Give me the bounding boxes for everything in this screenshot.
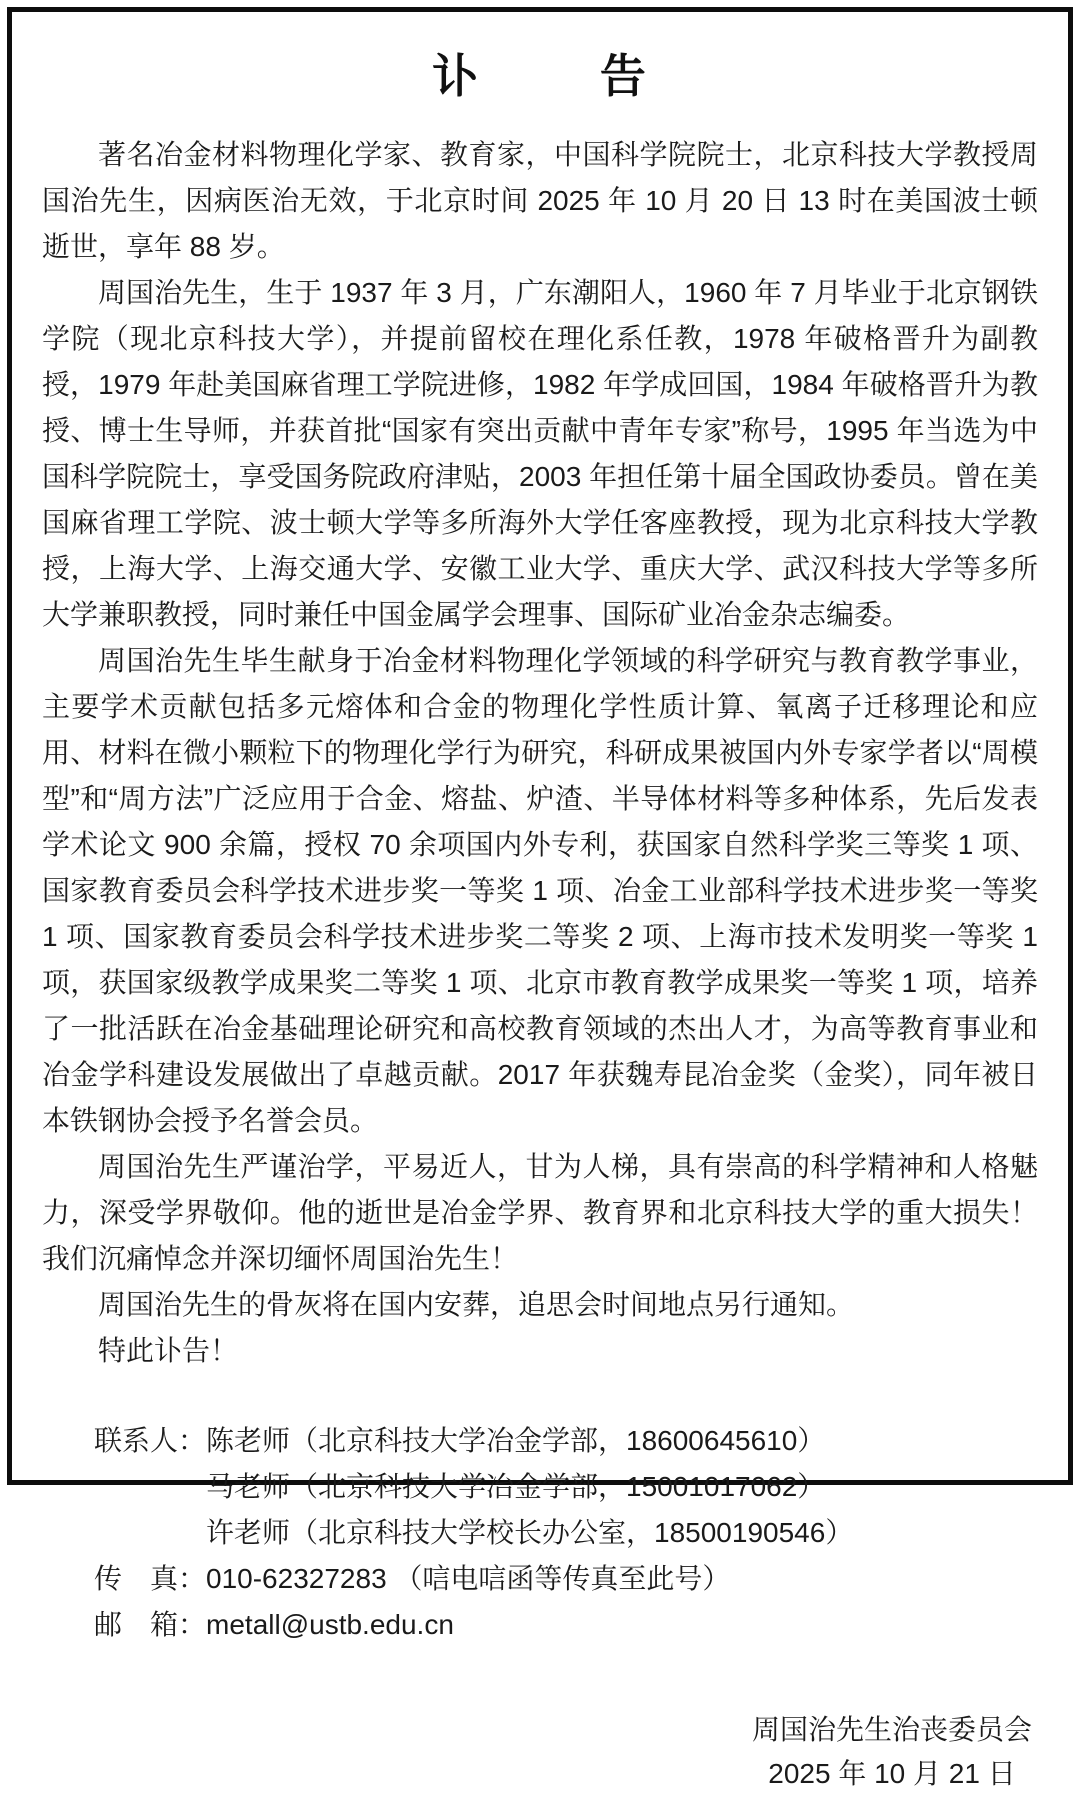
contact-persons-list [206, 1418, 1038, 1556]
body-paragraph-announcement: 著名冶金材料物理化学家、教育家，中国科学院院士，北京科技大学教授周国治先生，因病医治无效，于北京时间 2025 年 10 月 20 日 13 时在美国波士顿逝世，享年 88 岁。 [42, 139, 1038, 262]
body-paragraph-tribute: 周国治先生严谨治学，平易近人，甘为人梯，具有崇高的科学精神和人格魅力，深受学界敬仰。他的逝世是冶金学界、教育界和北京科技大学的重大损失！我们沉痛悼念并深切缅怀周国治先生！ [42, 1151, 1038, 1274]
signature-committee: 周国治先生治丧委员会 [751, 1714, 1032, 1745]
contact-line-ma: 马老师（北京科技大学冶金学部，15001017062） [206, 1471, 826, 1502]
signature-area [42, 1708, 1038, 1796]
signature-block [752, 1708, 1032, 1796]
page-title: 讣 告 [432, 50, 648, 102]
email-address: metall@ustb.edu.cn [206, 1609, 454, 1640]
signature-date: 2025 年 10 月 21 日 [768, 1758, 1016, 1789]
contact-persons-label: 联系人： [94, 1425, 207, 1456]
obituary-body [42, 132, 1038, 1374]
body-paragraph-burial-notice: 周国治先生的骨灰将在国内安葬，追思会时间地点另行通知。 [98, 1289, 855, 1320]
email-row [94, 1602, 1038, 1648]
fax-label: 传 真： [94, 1563, 207, 1594]
contact-line-chen: 陈老师（北京科技大学冶金学部，18600645610） [206, 1425, 826, 1456]
body-paragraph-achievements: 周国治先生毕生献身于冶金材料物理化学领域的科学研究与教育教学事业，主要学术贡献包括多元熔体和合金的物理化学性质计算、氧离子迁移理论和应用、材料在微小颗粒下的物理化学行为研究，科研成果被国内外专家学者以“周模型”和“周方法”广泛应用于合金、熔盐、炉渣、半导体材料等多种体系，先后发表学术论文 900 余篇，授权 70 余项国内外专利，获国家自然科学奖三等奖 1 项、国家教育委员会科学技术进步奖一等奖 1 项、冶金工业部科学技术进步奖一等奖 1 项、国家教育委员会科学技术进步奖二等奖 2 项、上海市技术发明奖一等奖 1 项，获国家级教学成果奖二等奖 1 项、北京市教育教学成果奖一等奖 1 项，培养了一批活跃在冶金基础理论研究和高校教育领域的杰出人才，为高等教育事业和冶金学科建设发展做出了卓越贡献。2017 年获魏寿昆冶金奖（金奖），同年被日本铁钢协会授予名誉会员。 [42, 645, 1038, 1136]
fax-number: 010-62327283 （唁电唁函等传真至此号） [206, 1563, 731, 1594]
contact-persons-row [94, 1418, 1038, 1556]
page-border-frame [7, 7, 1073, 1789]
email-label: 邮 箱： [94, 1609, 207, 1640]
contacts-section [94, 1418, 1038, 1648]
fax-row [94, 1556, 1038, 1602]
body-paragraph-biography: 周国治先生，生于 1937 年 3 月，广东潮阳人，1960 年 7 月毕业于北京钢铁学院（现北京科技大学），并提前留校在理化系任教，1978 年破格晋升为副教授，1979 年赴美国麻省理工学院进修，1982 年学成回国，1984 年破格晋升为教授、博士生导师，并获首批“国家有突出贡献中青年专家”称号，1995 年当选为中国科学院院士，享受国务院政府津贴，2003 年担任第十届全国政协委员。曾在美国麻省理工学院、波士顿大学等多所海外大学任客座教授，现为北京科技大学教授，上海大学、上海交通大学、安徽工业大学、重庆大学、武汉科技大学等多所大学兼职教授，同时兼任中国金属学会理事、国际矿业冶金杂志编委。 [42, 277, 1038, 630]
body-paragraph-closing: 特此讣告！ [98, 1335, 239, 1366]
contact-line-xu: 许老师（北京科技大学校长办公室，18500190546） [206, 1517, 854, 1548]
